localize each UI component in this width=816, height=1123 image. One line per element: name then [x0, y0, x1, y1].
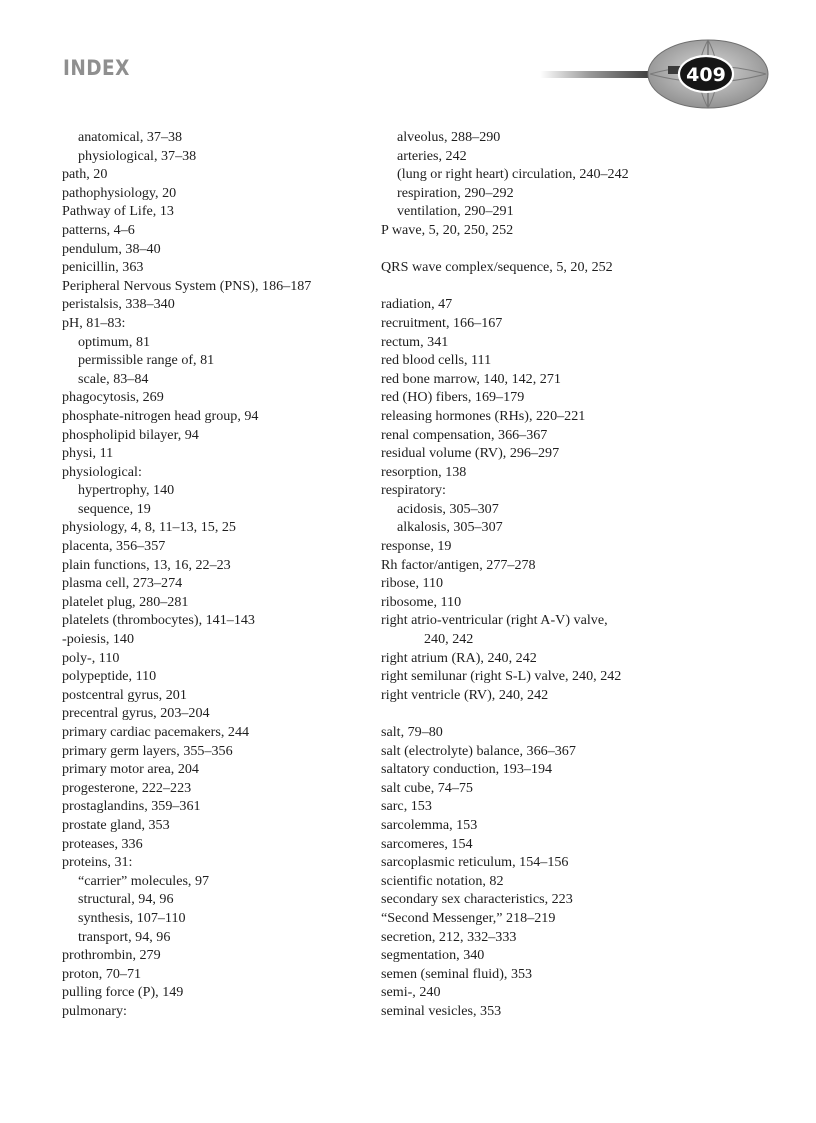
index-entry: saltatory conduction, 193–194 [381, 761, 553, 778]
index-entry: platelets (thrombocytes), 141–143 [62, 612, 255, 629]
index-entry: phagocytosis, 269 [62, 389, 164, 406]
index-entry: physiology, 4, 8, 11–13, 15, 25 [62, 519, 236, 536]
index-spacer [381, 277, 701, 296]
index-entry: -poiesis, 140 [62, 631, 135, 648]
index-subentry: acidosis, 305–307 [397, 500, 499, 517]
index-entry: pendulum, 38–40 [62, 240, 161, 257]
index-subentry: hypertrophy, 140 [78, 482, 175, 499]
index-subentry: structural, 94, 96 [78, 891, 174, 908]
index-subentry: physiological, 37–38 [78, 147, 197, 164]
index-entry: pulling force (P), 149 [62, 984, 184, 1001]
index-entry: 240, 242 [424, 631, 474, 648]
index-entry: primary cardiac pacemakers, 244 [62, 724, 250, 740]
index-entry: phospholipid bilayer, 94 [62, 426, 199, 443]
index-entry: ribosome, 110 [381, 593, 462, 610]
index-entry: pathophysiology, 20 [62, 184, 177, 201]
index-entry: Pathway of Life, 13 [62, 203, 174, 220]
index-entry: peristalsis, 338–340 [62, 296, 175, 313]
index-entry: sarcoplasmic reticulum, 154–156 [381, 854, 569, 871]
index-entry: ribose, 110 [381, 575, 444, 592]
index-entry: path, 20 [62, 166, 108, 183]
index-entry: sarc, 153 [381, 798, 432, 815]
index-entry: Peripheral Nervous System (PNS), 186–187 [62, 277, 312, 294]
index-subentry: ventilation, 290–291 [397, 203, 514, 220]
index-entry: platelet plug, 280–281 [62, 593, 189, 610]
index-entry: secretion, 212, 332–333 [381, 928, 517, 945]
index-entry: rectum, 341 [381, 333, 449, 350]
index-entry: prostate gland, 353 [62, 816, 170, 833]
index-entry: red (HO) fibers, 169–179 [381, 389, 525, 406]
index-entry: pulmonary: [62, 1002, 127, 1019]
index-entry: seminal vesicles, 353 [381, 1002, 502, 1019]
index-entry: residual volume (RV), 296–297 [381, 445, 560, 462]
index-entry: primary germ layers, 355–356 [62, 742, 233, 759]
index-entry: polypeptide, 110 [62, 668, 157, 685]
index-spacer [381, 704, 701, 723]
index-entry: placenta, 356–357 [62, 538, 166, 555]
index-entry: QRS wave complex/sequence, 5, 20, 252 [381, 259, 613, 276]
index-entry: response, 19 [381, 538, 452, 555]
index-entry: renal compensation, 366–367 [381, 426, 548, 443]
index-subentry: transport, 94, 96 [78, 928, 171, 945]
index-subentry: respiration, 290–292 [397, 184, 514, 201]
index-subentry: optimum, 81 [78, 333, 151, 350]
index-entry: pH, 81–83: [62, 314, 126, 331]
index-entry: physi, 11 [62, 445, 114, 462]
index-entry: “Second Messenger,” 218–219 [381, 909, 556, 926]
index-entry: radiation, 47 [381, 296, 453, 313]
index-entry: plain functions, 13, 16, 22–23 [62, 556, 231, 573]
page-number: 409 [686, 64, 726, 86]
index-subentry: sequence, 19 [78, 500, 151, 517]
index-subentry: arteries, 242 [397, 147, 467, 164]
index-entry: red bone marrow, 140, 142, 271 [381, 370, 561, 387]
index-entry: sarcolemma, 153 [381, 816, 478, 833]
index-entry: red blood cells, 111 [381, 352, 492, 369]
index-entry: proteases, 336 [62, 835, 143, 852]
index-entry: physiological: [62, 463, 142, 480]
index-entry: right ventricle (RV), 240, 242 [381, 686, 549, 703]
index-entry: semi-, 240 [381, 984, 441, 1001]
index-entry: segmentation, 340 [381, 947, 485, 964]
index-title: INDEX [63, 56, 130, 80]
index-subentry: “carrier” molecules, 97 [78, 872, 210, 889]
index-subentry: synthesis, 107–110 [78, 909, 186, 926]
index-entry: precentral gyrus, 203–204 [62, 705, 210, 722]
index-entry: prothrombin, 279 [62, 947, 161, 964]
index-entry: resorption, 138 [381, 463, 467, 480]
index-entry: salt, 79–80 [381, 724, 443, 740]
index-entry: releasing hormones (RHs), 220–221 [381, 407, 586, 424]
index-entry: right atrio-ventricular (right A-V) valve, [381, 612, 608, 629]
index-column-left [62, 128, 372, 1021]
page-number-badge [540, 38, 780, 110]
index-entry: prostaglandins, 359–361 [62, 798, 201, 815]
index-entry: recruitment, 166–167 [381, 314, 503, 331]
index-entry: respiratory: [381, 482, 446, 499]
index-entry: P wave, 5, 20, 250, 252 [381, 221, 514, 238]
index-entry: salt cube, 74–75 [381, 779, 473, 796]
index-entry: patterns, 4–6 [62, 221, 135, 238]
index-subentry: anatomical, 37–38 [78, 129, 183, 145]
index-entry: sarcomeres, 154 [381, 835, 473, 852]
index-entry: Rh factor/antigen, 277–278 [381, 556, 536, 573]
index-entry: secondary sex characteristics, 223 [381, 891, 573, 908]
index-entry: salt (electrolyte) balance, 366–367 [381, 742, 576, 759]
index-entry: phosphate-nitrogen head group, 94 [62, 407, 259, 424]
index-subentry: alkalosis, 305–307 [397, 519, 503, 536]
index-entry: progesterone, 222–223 [62, 779, 192, 796]
index-entry: proton, 70–71 [62, 965, 142, 982]
index-entry: right atrium (RA), 240, 242 [381, 649, 537, 666]
index-spacer [381, 240, 701, 259]
index-entry: poly-, 110 [62, 649, 120, 666]
index-entry: scientific notation, 82 [381, 872, 504, 889]
index-entry: primary motor area, 204 [62, 761, 199, 778]
index-entry: postcentral gyrus, 201 [62, 686, 187, 703]
index-entry: right semilunar (right S-L) valve, 240, 242 [381, 668, 622, 685]
index-subentry: scale, 83–84 [78, 370, 149, 387]
index-entry: penicillin, 363 [62, 259, 144, 276]
index-subentry: permissible range of, 81 [78, 352, 215, 369]
index-entry: plasma cell, 273–274 [62, 575, 183, 592]
index-subentry: alveolus, 288–290 [397, 129, 501, 145]
index-entry: semen (seminal fluid), 353 [381, 965, 533, 982]
index-subentry: (lung or right heart) circulation, 240–242 [397, 166, 629, 183]
index-column-right [381, 128, 701, 1021]
index-entry: proteins, 31: [62, 854, 133, 871]
